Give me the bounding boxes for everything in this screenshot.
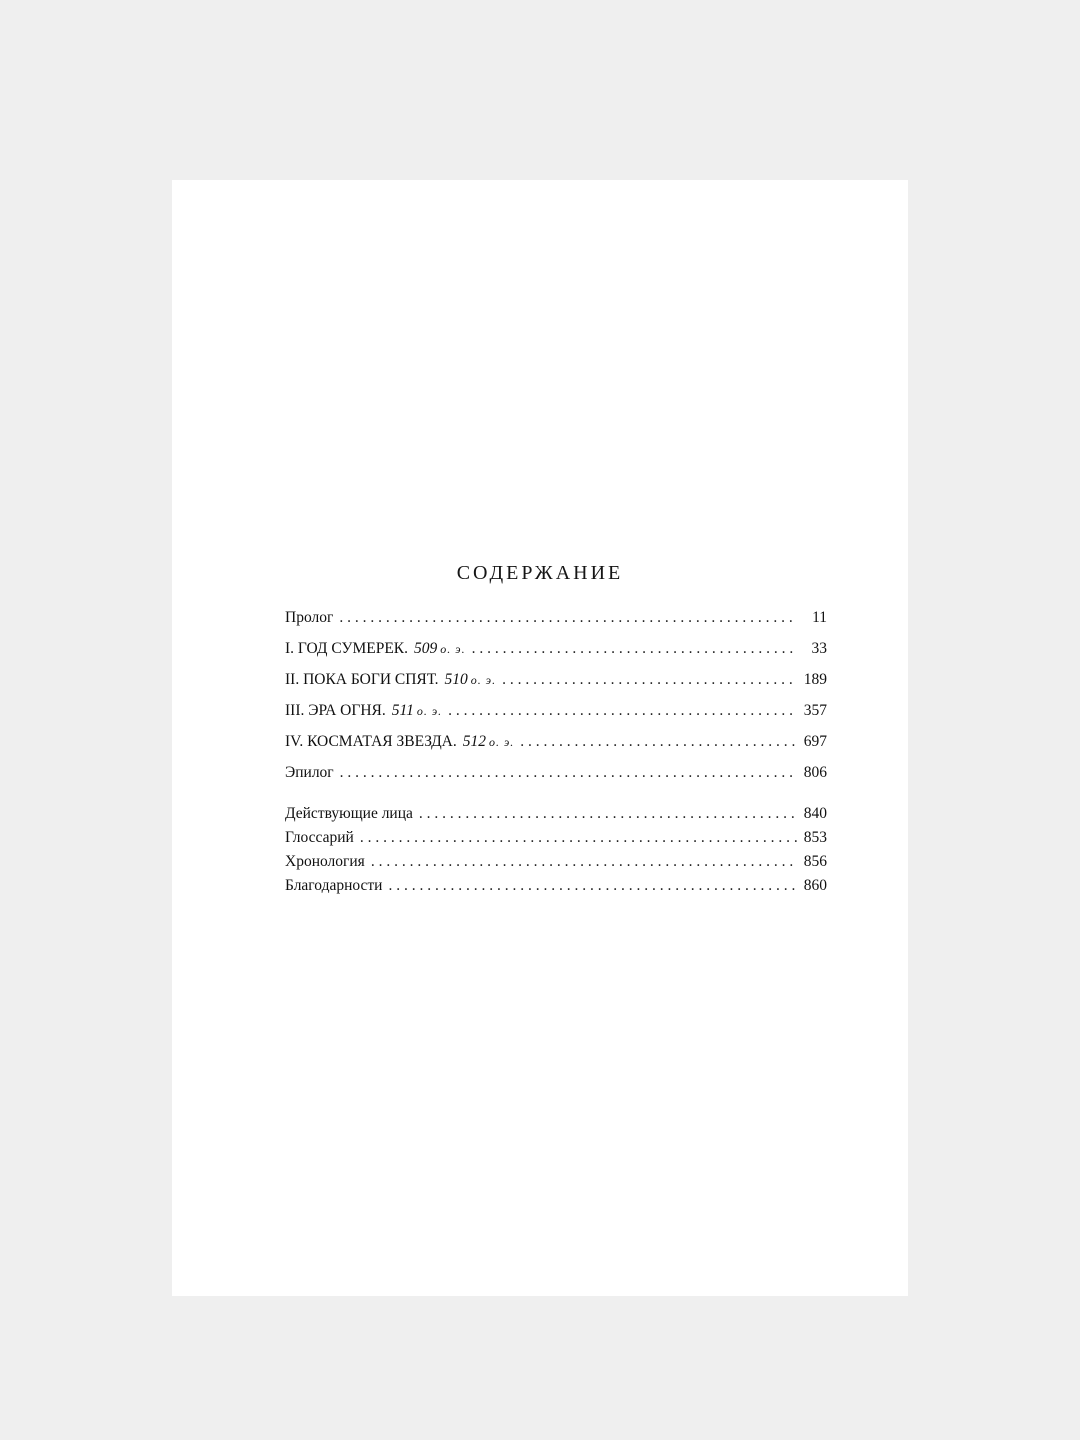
toc-page-number: 853 <box>803 829 827 846</box>
part-year: 512 <box>462 733 486 750</box>
toc-page-number: 840 <box>803 805 827 822</box>
part-era: о. э. <box>488 735 515 749</box>
toc-page-number: 357 <box>803 702 827 719</box>
part-era: о. э. <box>440 642 466 656</box>
toc-entry-characters <box>285 804 827 828</box>
part-title: IV. КОСМАТАЯ ЗВЕЗДА. <box>285 733 457 750</box>
toc-page-number: 806 <box>803 764 827 781</box>
toc-entry-label: Пролог <box>285 609 334 626</box>
part-year: 510 <box>444 671 468 688</box>
toc-entry-glossary <box>285 828 827 852</box>
toc-title: СОДЕРЖАНИЕ <box>456 562 624 584</box>
toc-entry-label <box>285 732 514 752</box>
part-title: III. ЭРА ОГНЯ. <box>285 702 386 719</box>
part-year: 511 <box>391 702 414 719</box>
toc-entry-part-3 <box>285 701 827 732</box>
dot-leader <box>388 876 797 896</box>
toc-entry-epilogue <box>285 763 827 804</box>
dot-leader <box>371 852 797 872</box>
toc-entry-part-4 <box>285 732 827 763</box>
dot-leader <box>448 701 797 721</box>
dot-leader <box>520 732 797 752</box>
toc-entry-label: Глоссарий <box>285 829 354 846</box>
toc-page-number: 697 <box>803 733 827 750</box>
toc-page-number: 33 <box>811 640 827 657</box>
toc-entry-chronology <box>285 852 827 876</box>
toc-entry-part-2 <box>285 670 827 701</box>
dot-leader <box>340 763 797 783</box>
part-title: I. ГОД СУМЕРЕК. <box>285 640 409 657</box>
toc-entry-label: Благодарности <box>285 877 383 894</box>
toc-page-number: 860 <box>803 877 827 894</box>
table-of-contents <box>285 608 827 900</box>
part-era: о. э. <box>470 673 497 687</box>
dot-leader <box>419 804 797 824</box>
book-page <box>172 180 908 1296</box>
toc-entry-label <box>285 639 466 659</box>
part-title: II. ПОКА БОГИ СПЯТ. <box>285 671 439 688</box>
part-era: о. э. <box>416 704 443 718</box>
dot-leader <box>339 608 797 628</box>
toc-entry-label <box>285 670 496 690</box>
toc-entry-prologue <box>285 608 827 639</box>
toc-page-number: 856 <box>803 853 827 870</box>
toc-entry-label: Действующие лица <box>285 805 413 822</box>
toc-entry-acknowledgements <box>285 876 827 900</box>
toc-entry-label: Хронология <box>285 853 365 870</box>
toc-entry-label: Эпилог <box>285 764 334 781</box>
toc-entry-label <box>285 701 442 721</box>
part-year: 509 <box>414 640 438 657</box>
toc-page-number: 189 <box>803 671 827 688</box>
toc-page-number: 11 <box>812 609 827 626</box>
toc-entry-part-1 <box>285 639 827 670</box>
dot-leader <box>502 670 797 690</box>
dot-leader <box>360 828 797 848</box>
dot-leader <box>472 639 797 659</box>
